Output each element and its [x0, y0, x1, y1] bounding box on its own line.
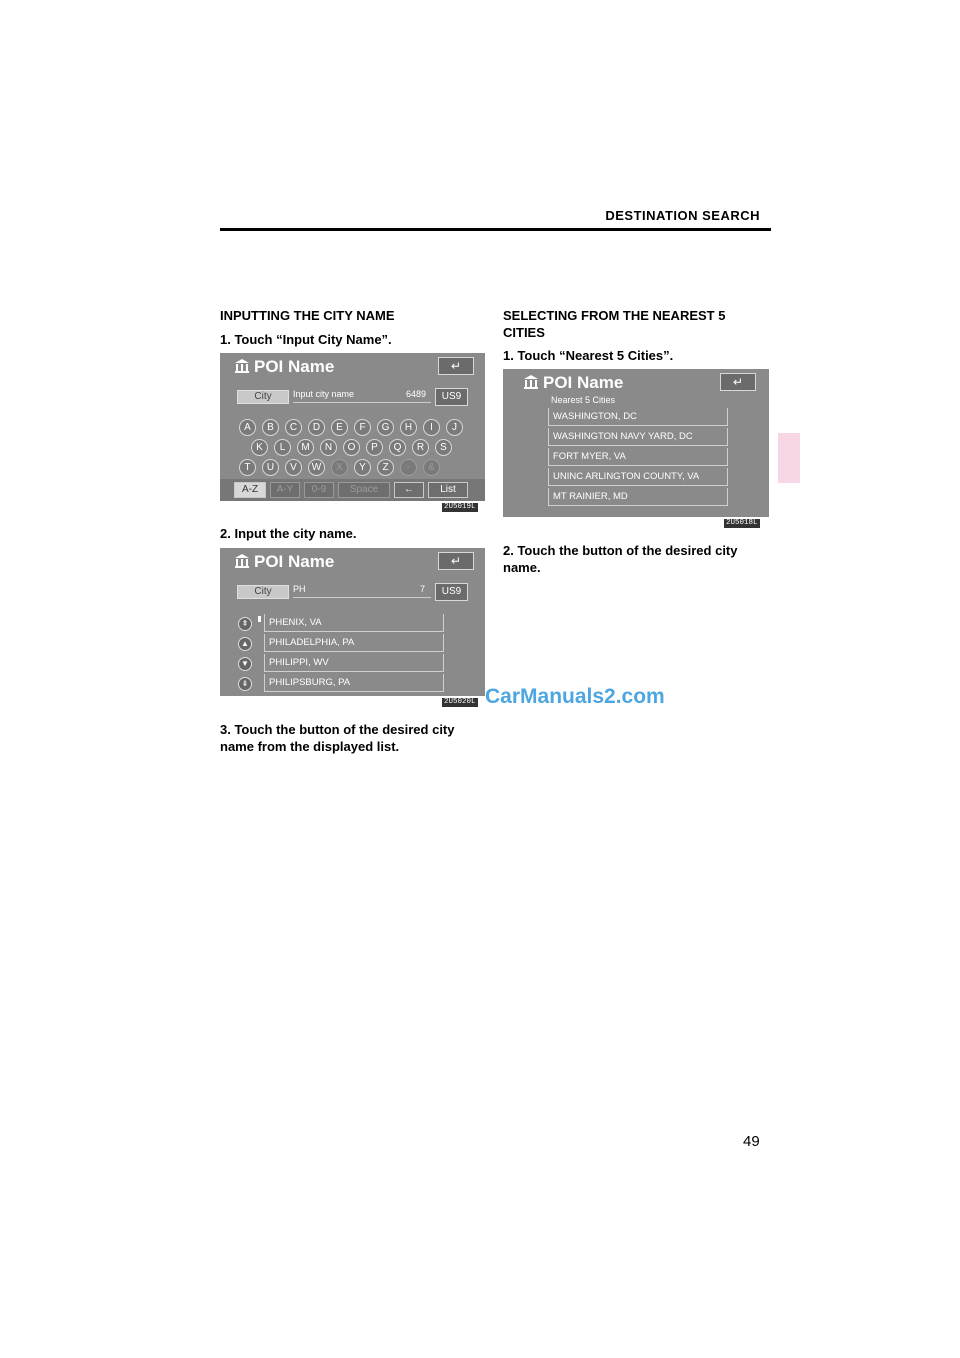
- keyboard-key[interactable]: H: [400, 419, 417, 436]
- keyboard-key[interactable]: J: [446, 419, 463, 436]
- figure-code: 2U5020L: [444, 698, 476, 706]
- keyboard-key[interactable]: S: [435, 439, 452, 456]
- back-button[interactable]: ↵: [438, 357, 474, 375]
- left-step-3-line-1: 3. Touch the button of the desired city: [220, 722, 455, 737]
- keyboard-key[interactable]: Y: [354, 459, 371, 476]
- keyboard-key[interactable]: I: [423, 419, 440, 436]
- keyboard-key[interactable]: R: [412, 439, 429, 456]
- result-item[interactable]: PHILIPPI, WV: [264, 654, 444, 672]
- keyboard-key[interactable]: B: [262, 419, 279, 436]
- screenshot-city-results: [220, 548, 485, 696]
- back-button[interactable]: ↵: [438, 552, 474, 570]
- screen-title: POI Name: [254, 552, 335, 571]
- keyboard-key[interactable]: K: [251, 439, 268, 456]
- input-underline: [293, 597, 431, 598]
- left-step-2: 2. Input the city name.: [220, 526, 357, 541]
- right-step-2-line-2: name.: [503, 560, 541, 575]
- screen-title: POI Name: [254, 357, 335, 376]
- keyboard-bottom-bar: [220, 479, 485, 501]
- list-title: Nearest 5 Cities: [551, 395, 616, 405]
- left-step-3-line-2: name from the displayed list.: [220, 739, 400, 754]
- match-count: 6489: [406, 389, 427, 399]
- scroll-position-indicator: [258, 616, 261, 622]
- state-button[interactable]: US9: [435, 583, 468, 601]
- result-item[interactable]: PHENIX, VA: [264, 614, 444, 632]
- right-heading-line-2: CITIES: [503, 325, 545, 340]
- keyboard-key[interactable]: E: [331, 419, 348, 436]
- keyboard-key[interactable]: T: [239, 459, 256, 476]
- keyboard-key[interactable]: V: [285, 459, 302, 476]
- result-item[interactable]: PHILADELPHIA, PA: [264, 634, 444, 652]
- scroll-down-icon[interactable]: ▼: [238, 657, 252, 671]
- city-item[interactable]: MT RAINIER, MD: [548, 488, 728, 506]
- watermark: CarManuals2.com: [485, 685, 665, 708]
- figure-code: 2U5019L: [444, 503, 476, 511]
- figure-code: 2U5018L: [726, 519, 758, 527]
- city-item[interactable]: WASHINGTON, DC: [548, 408, 728, 426]
- city-item[interactable]: UNINC ARLINGTON COUNTY, VA: [548, 468, 728, 486]
- city-item[interactable]: WASHINGTON NAVY YARD, DC: [548, 428, 728, 446]
- screen-title: POI Name: [543, 373, 624, 392]
- keyboard-key[interactable]: M: [297, 439, 314, 456]
- keyboard-key[interactable]: W: [308, 459, 325, 476]
- keyboard-key[interactable]: G: [377, 419, 394, 436]
- back-button[interactable]: ↵: [720, 373, 756, 391]
- keyboard-key[interactable]: X: [331, 459, 348, 476]
- running-header: DESTINATION SEARCH: [605, 208, 760, 223]
- keyboard-key[interactable]: -: [400, 459, 417, 476]
- poi-building-icon: [234, 553, 250, 569]
- city-item[interactable]: FORT MYER, VA: [548, 448, 728, 466]
- right-heading-line-1: SELECTING FROM THE NEAREST 5: [503, 308, 726, 323]
- poi-building-icon: [523, 374, 539, 390]
- keyboard-key[interactable]: Z: [377, 459, 394, 476]
- keyboard-key[interactable]: A: [239, 419, 256, 436]
- keyboard-key[interactable]: D: [308, 419, 325, 436]
- scroll-up-icon[interactable]: ▲: [238, 637, 252, 651]
- keyboard-key[interactable]: U: [262, 459, 279, 476]
- input-underline: [293, 402, 431, 403]
- keyboard-key[interactable]: Q: [389, 439, 406, 456]
- left-heading: INPUTTING THE CITY NAME: [220, 308, 395, 323]
- page-up-icon[interactable]: ⇞: [238, 617, 252, 631]
- keyboard-key[interactable]: &: [423, 459, 440, 476]
- keyboard-key[interactable]: L: [274, 439, 291, 456]
- right-step-2-line-1: 2. Touch the button of the desired city: [503, 543, 738, 558]
- city-button[interactable]: City: [237, 585, 289, 599]
- input-value: PH: [293, 584, 306, 594]
- city-button[interactable]: City: [237, 390, 289, 404]
- page-down-icon[interactable]: ⇟: [238, 677, 252, 691]
- space-button[interactable]: Space: [338, 482, 390, 498]
- keyboard-key[interactable]: C: [285, 419, 302, 436]
- list-button[interactable]: List: [428, 482, 468, 498]
- header-rule: [220, 228, 771, 231]
- right-step-1: 1. Touch “Nearest 5 Cities”.: [503, 348, 674, 363]
- screenshot-input-city-name: [220, 353, 485, 501]
- page-number: 49: [743, 1133, 760, 1150]
- result-item[interactable]: PHILIPSBURG, PA: [264, 674, 444, 692]
- ay-button[interactable]: A-Y: [270, 482, 300, 498]
- match-count: 7: [420, 584, 426, 594]
- az-button[interactable]: A-Z: [234, 482, 266, 498]
- keyboard-key[interactable]: N: [320, 439, 337, 456]
- poi-building-icon: [234, 358, 250, 374]
- screenshot-nearest-5-cities: [503, 369, 769, 517]
- section-tab: [778, 433, 800, 483]
- delete-button[interactable]: ←: [394, 482, 424, 498]
- keyboard-key[interactable]: F: [354, 419, 371, 436]
- left-step-1: 1. Touch “Input City Name”.: [220, 332, 392, 347]
- state-button[interactable]: US9: [435, 388, 468, 406]
- input-label: Input city name: [293, 389, 355, 399]
- keyboard-key[interactable]: O: [343, 439, 360, 456]
- keyboard-key[interactable]: P: [366, 439, 383, 456]
- numbers-button[interactable]: 0-9: [304, 482, 334, 498]
